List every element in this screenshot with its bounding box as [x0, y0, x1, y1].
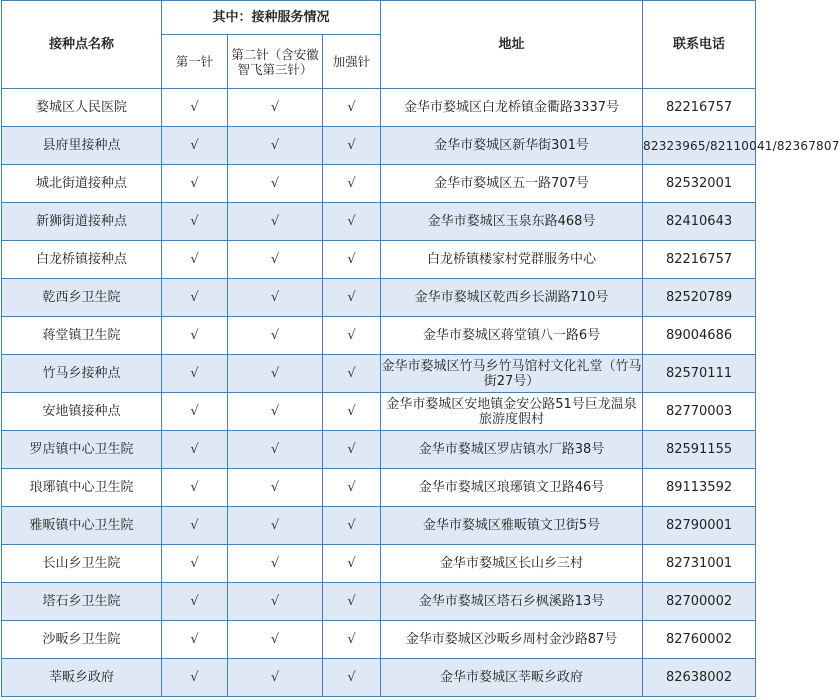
phone-cell: 82770003: [643, 393, 756, 431]
booster-check-cell: √: [323, 621, 381, 659]
address-cell: 金华市婺城区长山乡三村: [381, 545, 643, 583]
dose2-check-cell: √: [228, 165, 323, 203]
table-row: [2, 241, 756, 279]
dose1-check-cell: √: [162, 545, 228, 583]
address-cell: 金华市婺城区五一路707号: [381, 165, 643, 203]
dose1-check-cell: √: [162, 659, 228, 697]
phone-cell: 82323965/82110041/82367807: [643, 127, 756, 165]
address-cell: 金华市婺城区玉泉东路468号: [381, 203, 643, 241]
site-name-cell: 蒋堂镇卫生院: [2, 317, 162, 355]
dose2-check-cell: √: [228, 355, 323, 393]
dose1-check-cell: √: [162, 507, 228, 545]
dose2-check-cell: √: [228, 203, 323, 241]
dose2-check-cell: √: [228, 317, 323, 355]
table-row: [2, 393, 756, 431]
dose1-check-cell: √: [162, 279, 228, 317]
dose1-check-cell: √: [162, 165, 228, 203]
table-row: [2, 355, 756, 393]
dose1-check-cell: √: [162, 89, 228, 127]
phone-cell: 82410643: [643, 203, 756, 241]
header-address: 地址: [381, 1, 643, 89]
address-cell: 金华市婺城区乾西乡长湖路710号: [381, 279, 643, 317]
dose2-check-cell: √: [228, 545, 323, 583]
site-name-cell: 莘畈乡政府: [2, 659, 162, 697]
dose2-check-cell: √: [228, 241, 323, 279]
booster-check-cell: √: [323, 355, 381, 393]
phone-cell: 82700002: [643, 583, 756, 621]
booster-check-cell: √: [323, 317, 381, 355]
header-dose2: 第二针（含安徽智飞第三针）: [228, 35, 323, 89]
site-name-cell: 乾西乡卫生院: [2, 279, 162, 317]
booster-check-cell: √: [323, 659, 381, 697]
address-cell: 金华市婺城区沙畈乡周村金沙路87号: [381, 621, 643, 659]
table-row: [2, 621, 756, 659]
dose1-check-cell: √: [162, 203, 228, 241]
dose1-check-cell: √: [162, 393, 228, 431]
booster-check-cell: √: [323, 431, 381, 469]
dose2-check-cell: √: [228, 621, 323, 659]
booster-check-cell: √: [323, 583, 381, 621]
address-cell: 金华市婺城区白龙桥镇金衢路3337号: [381, 89, 643, 127]
site-name-cell: 罗店镇中心卫生院: [2, 431, 162, 469]
address-cell: 金华市婺城区塔石乡枫溪路13号: [381, 583, 643, 621]
vaccination-sites-table: [1, 0, 840, 697]
table-row: [2, 507, 756, 545]
site-name-cell: 婺城区人民医院: [2, 89, 162, 127]
booster-check-cell: √: [323, 469, 381, 507]
dose1-check-cell: √: [162, 355, 228, 393]
dose2-check-cell: √: [228, 469, 323, 507]
phone-cell: 82520789: [643, 279, 756, 317]
phone-cell: 82532001: [643, 165, 756, 203]
phone-cell: 89113592: [643, 469, 756, 507]
dose2-check-cell: √: [228, 431, 323, 469]
table-row: [2, 127, 756, 165]
address-cell: 金华市婺城区雅畈镇文卫街5号: [381, 507, 643, 545]
table-row: [2, 203, 756, 241]
table-row: [2, 659, 756, 697]
phone-cell: 89004686: [643, 317, 756, 355]
table-row: [2, 545, 756, 583]
header-site-name: 接种点名称: [2, 1, 162, 89]
booster-check-cell: √: [323, 241, 381, 279]
dose1-check-cell: √: [162, 583, 228, 621]
site-name-cell: 白龙桥镇接种点: [2, 241, 162, 279]
site-name-cell: 安地镇接种点: [2, 393, 162, 431]
booster-check-cell: √: [323, 507, 381, 545]
dose1-check-cell: √: [162, 431, 228, 469]
dose2-check-cell: √: [228, 659, 323, 697]
site-name-cell: 长山乡卫生院: [2, 545, 162, 583]
phone-cell: 82216757: [643, 89, 756, 127]
site-name-cell: 沙畈乡卫生院: [2, 621, 162, 659]
table-row: [2, 89, 756, 127]
booster-check-cell: √: [323, 165, 381, 203]
phone-cell: 82760002: [643, 621, 756, 659]
table-row: [2, 469, 756, 507]
table-row: [2, 165, 756, 203]
site-name-cell: 塔石乡卫生院: [2, 583, 162, 621]
address-cell: 金华市婺城区莘畈乡政府: [381, 659, 643, 697]
address-cell: 金华市婺城区罗店镇水厂路38号: [381, 431, 643, 469]
address-cell: 金华市婺城区琅琊镇文卫路46号: [381, 469, 643, 507]
dose2-check-cell: √: [228, 507, 323, 545]
booster-check-cell: √: [323, 279, 381, 317]
site-name-cell: 新狮街道接种点: [2, 203, 162, 241]
dose1-check-cell: √: [162, 469, 228, 507]
phone-cell: 82731001: [643, 545, 756, 583]
table-body: [2, 89, 840, 697]
phone-cell: 82591155: [643, 431, 756, 469]
booster-check-cell: √: [323, 393, 381, 431]
header-phone: 联系电话: [643, 1, 756, 89]
site-name-cell: 雅畈镇中心卫生院: [2, 507, 162, 545]
header-booster: 加强针: [323, 35, 381, 89]
site-name-cell: 县府里接种点: [2, 127, 162, 165]
address-cell: 金华市婺城区竹马乡竹马馆村文化礼堂（竹马街27号）: [381, 355, 643, 393]
address-cell: 金华市婺城区蒋堂镇八一路6号: [381, 317, 643, 355]
dose2-check-cell: √: [228, 279, 323, 317]
booster-check-cell: √: [323, 127, 381, 165]
table-row: [2, 279, 756, 317]
site-name-cell: 琅琊镇中心卫生院: [2, 469, 162, 507]
header-services-group: 其中：接种服务情况: [162, 1, 381, 35]
dose1-check-cell: √: [162, 621, 228, 659]
dose1-check-cell: √: [162, 127, 228, 165]
site-name-cell: 竹马乡接种点: [2, 355, 162, 393]
address-cell: 金华市婺城区新华街301号: [381, 127, 643, 165]
booster-check-cell: √: [323, 89, 381, 127]
site-name-cell: 城北街道接种点: [2, 165, 162, 203]
table-row: [2, 583, 756, 621]
dose1-check-cell: √: [162, 317, 228, 355]
phone-cell: 82570111: [643, 355, 756, 393]
dose2-check-cell: √: [228, 583, 323, 621]
address-cell: 金华市婺城区安地镇金安公路51号巨龙温泉旅游度假村: [381, 393, 643, 431]
header-dose1: 第一针: [162, 35, 228, 89]
address-cell: 白龙桥镇楼家村党群服务中心: [381, 241, 643, 279]
table-row: [2, 317, 756, 355]
booster-check-cell: √: [323, 545, 381, 583]
dose2-check-cell: √: [228, 89, 323, 127]
booster-check-cell: √: [323, 203, 381, 241]
dose2-check-cell: √: [228, 393, 323, 431]
table-row: [2, 431, 756, 469]
phone-cell: 82790001: [643, 507, 756, 545]
phone-cell: 82216757: [643, 241, 756, 279]
dose2-check-cell: √: [228, 127, 323, 165]
dose1-check-cell: √: [162, 241, 228, 279]
phone-cell: 82638002: [643, 659, 756, 697]
